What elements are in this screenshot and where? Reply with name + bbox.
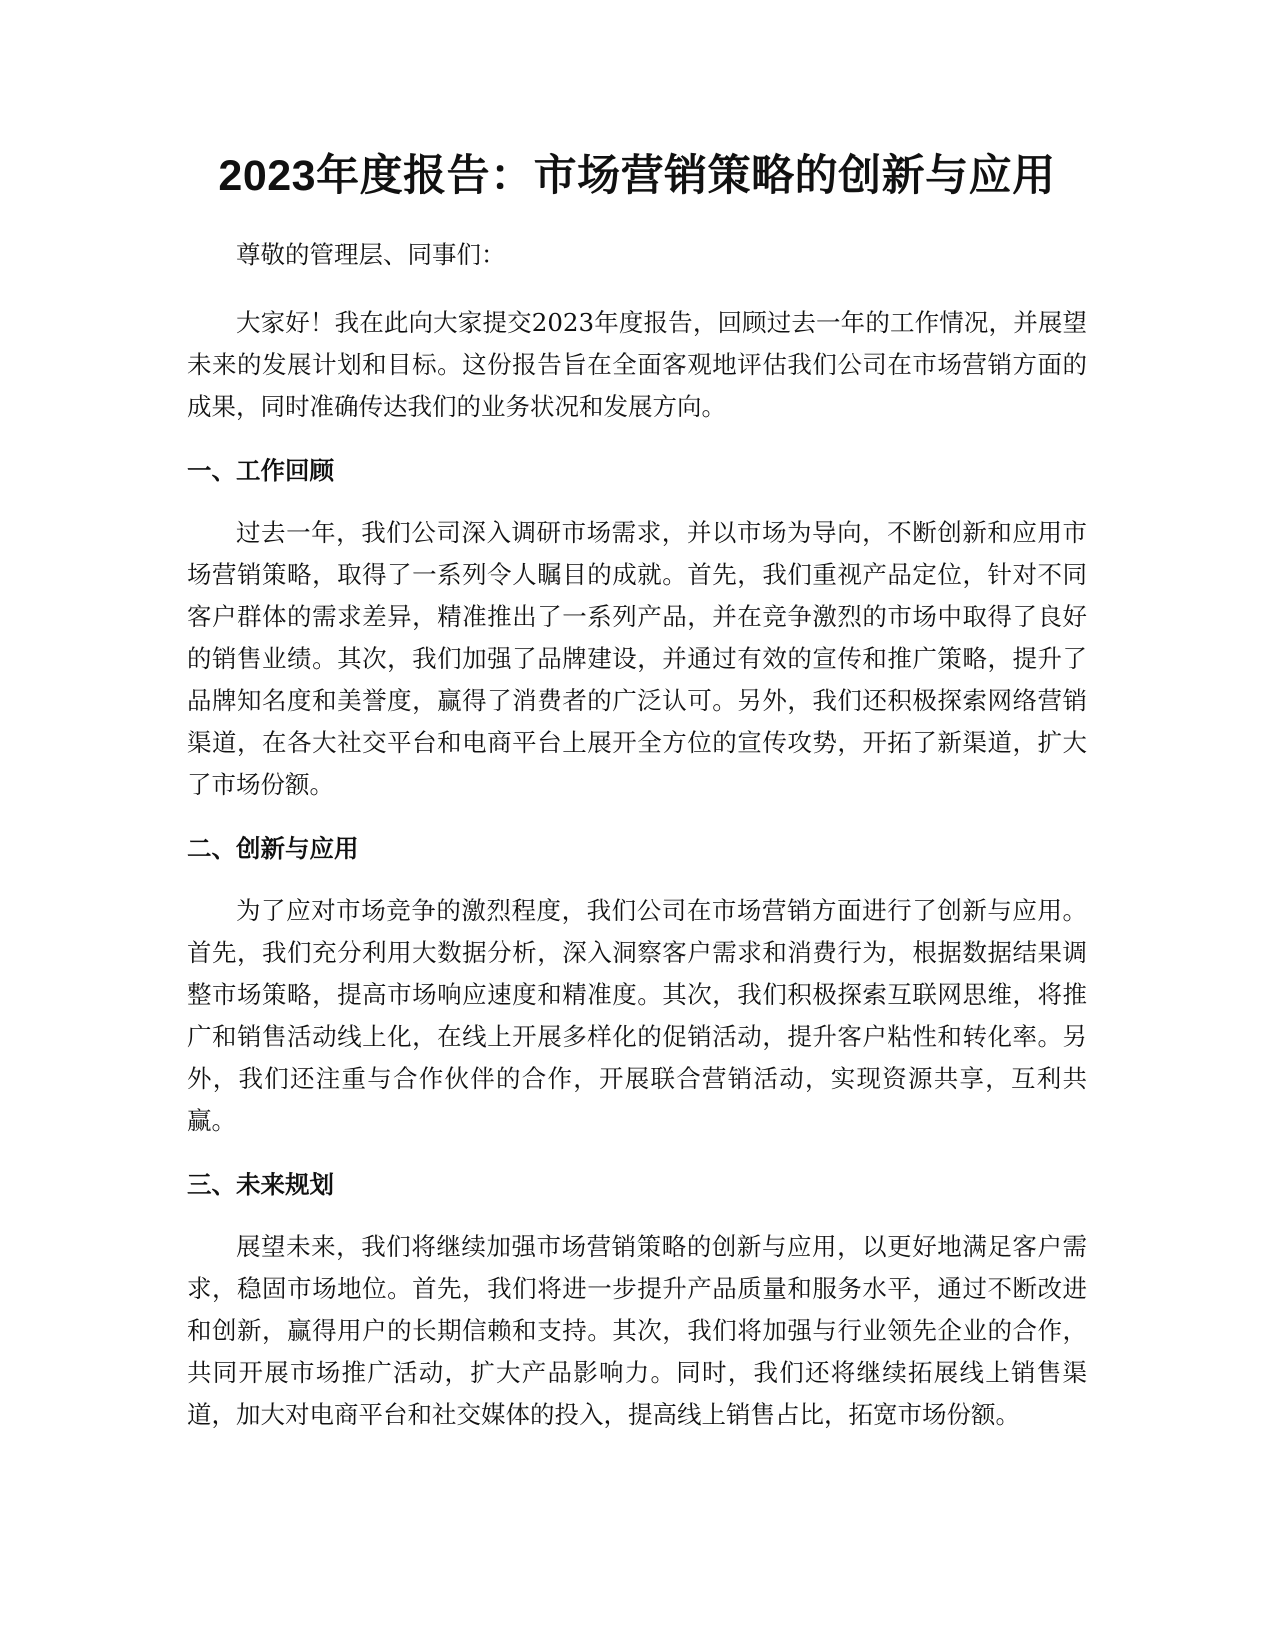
document-page <box>187 148 1087 1458</box>
section-heading-innovation: 二、创新与应用 <box>187 834 359 863</box>
section-heading-work-review: 一、工作回顾 <box>187 456 334 485</box>
document-title: 2023年度报告：市场营销策略的创新与应用 <box>218 152 1056 200</box>
section-body-future-plan: 展望未来，我们将继续加强市场营销策略的创新与应用，以更好地满足客户需求，稳固市场地位。首先，我们将进一步提升产品质量和服务水平，通过不断改进和创新，赢得用户的长期信赖和支持。其次，我们将加强与行业领先企业的合作，共同开展市场推广活动，扩大产品影响力。同时，我们还将继续拓展线上销售渠道，加大对电商平台和社交媒体的投入，提高线上销售占比，拓宽市场份额。 <box>187 1232 1087 1429</box>
section-body-innovation: 为了应对市场竞争的激烈程度，我们公司在市场营销方面进行了创新与应用。首先，我们充分利用大数据分析，深入洞察客户需求和消费行为，根据数据结果调整市场策略，提高市场响应速度和精准度。其次，我们积极探索互联网思维，将推广和销售活动线上化，在线上开展多样化的促销活动，提升客户粘性和转化率。另外，我们还注重与合作伙伴的合作，开展联合营销活动，实现资源共享，互利共赢。 <box>187 896 1087 1135</box>
intro-paragraph: 大家好！我在此向大家提交2023年度报告，回顾过去一年的工作情况，并展望未来的发展计划和目标。这份报告旨在全面客观地评估我们公司在市场营销方面的成果，同时准确传达我们的业务状况和发展方向。 <box>187 308 1087 421</box>
section-heading-future-plan: 三、未来规划 <box>187 1170 334 1199</box>
section-body-work-review: 过去一年，我们公司深入调研市场需求，并以市场为导向，不断创新和应用市场营销策略，取得了一系列令人瞩目的成就。首先，我们重视产品定位，针对不同客户群体的需求差异，精准推出了一系列产品，并在竞争激烈的市场中取得了良好的销售业绩。其次，我们加强了品牌建设，并通过有效的宣传和推广策略，提升了品牌知名度和美誉度，赢得了消费者的广泛认可。另外，我们还积极探索网络营销渠道，在各大社交平台和电商平台上展开全方位的宣传攻势，开拓了新渠道，扩大了市场份额。 <box>187 518 1087 799</box>
greeting-paragraph: 尊敬的管理层、同事们： <box>236 240 506 269</box>
